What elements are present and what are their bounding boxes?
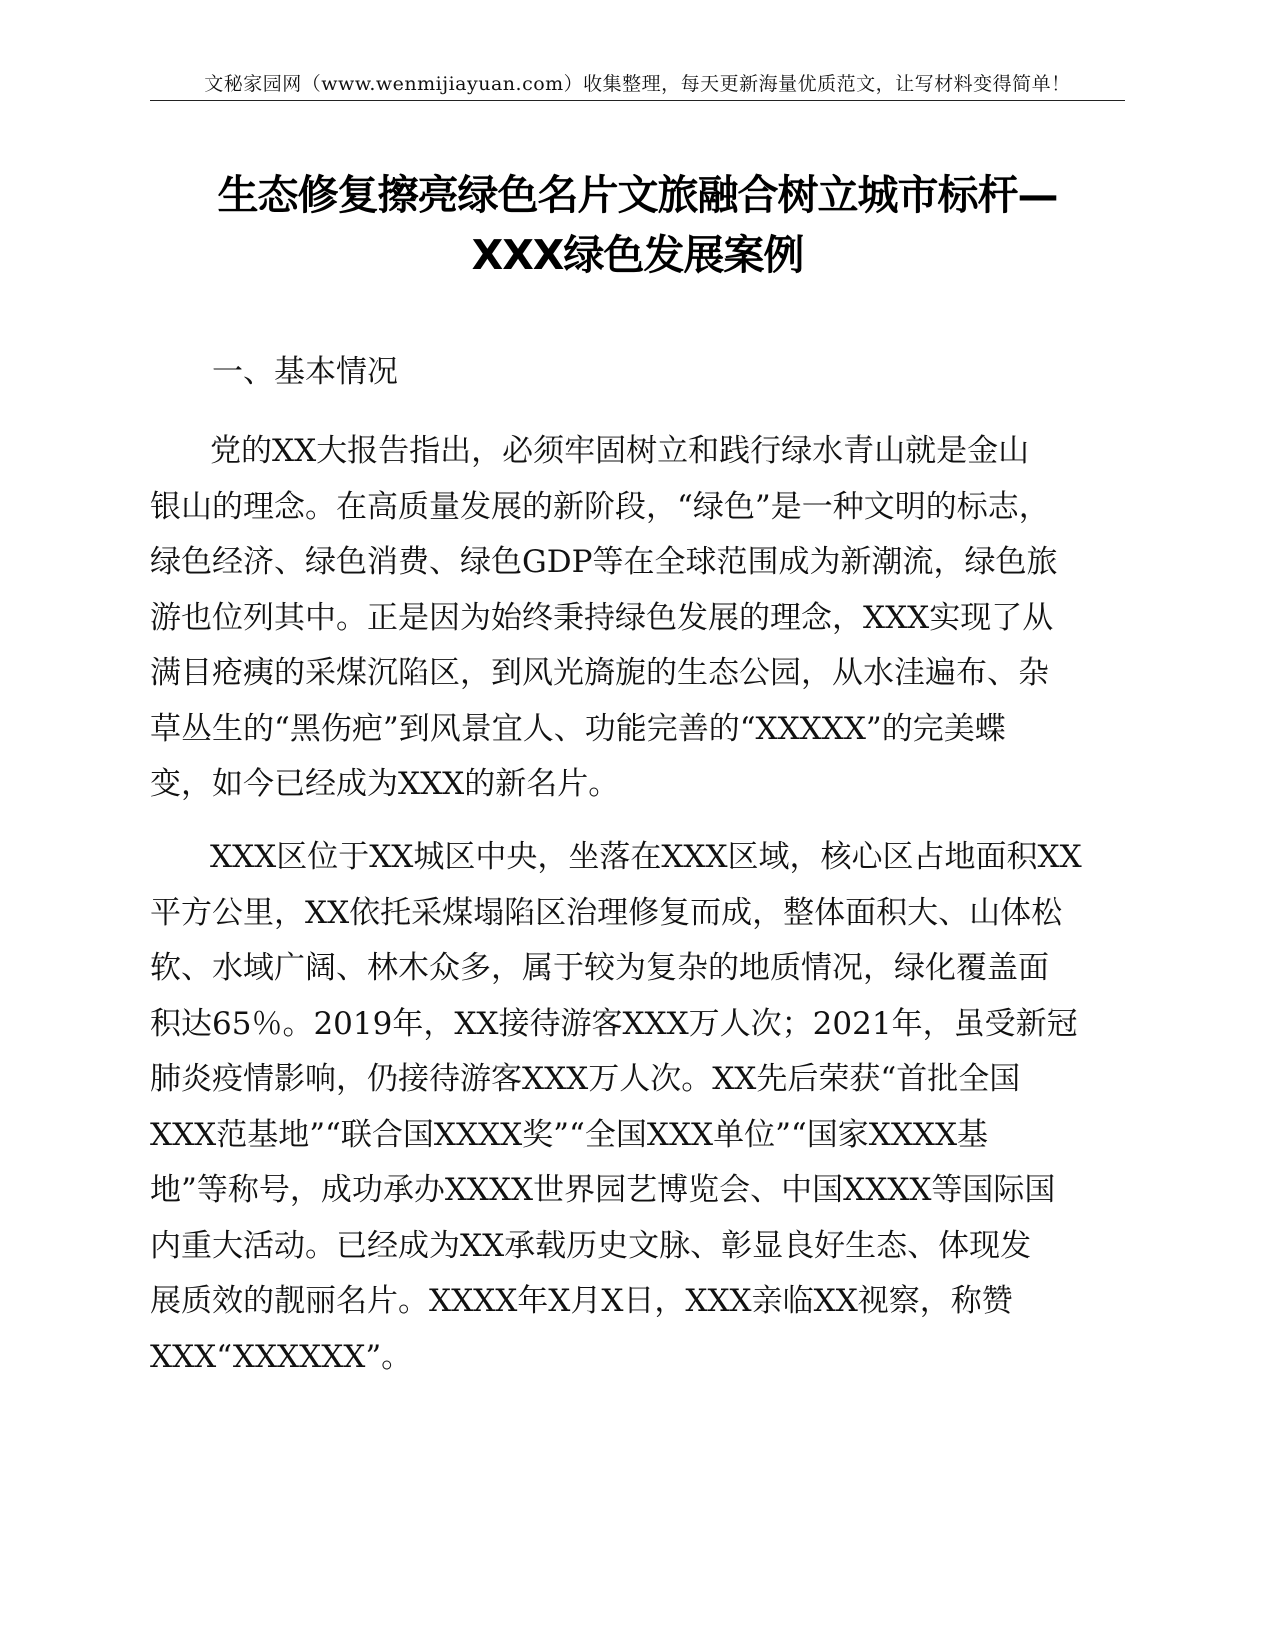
paragraph-line: 游也位列其中。正是因为始终秉持绿色发展的理念，XXX实现了从 <box>150 599 1054 636</box>
paragraph-line: XXX区位于XX城区中央，坐落在XXX区域，核心区占地面积XX <box>210 839 1082 875</box>
paragraph-line: 软、水域广阔、林木众多，属于较为复杂的地质情况，绿化覆盖面 <box>150 950 1049 986</box>
paragraph-line: 变，如今已经成为XXX的新名片。 <box>150 766 620 802</box>
paragraph-line: 内重大活动。已经成为XX承载历史文脉、彰显良好生态、体现发 <box>150 1227 1032 1264</box>
paragraph-line: XXX“XXXXXX”。 <box>150 1338 413 1375</box>
paragraph-1 <box>150 424 1135 813</box>
paragraph-line: 平方公里，XX依托采煤塌陷区治理修复而成，整体面积大、山体松 <box>150 894 1063 931</box>
section-heading-basic-situation: 一、基本情况 <box>212 354 398 390</box>
paragraph-line: 满目疮痍的采煤沉陷区，到风光旖旎的生态公园，从水洼遍布、杂 <box>150 655 1049 691</box>
paragraph-line: 党的XX大报告指出，必须牢固树立和践行绿水青山就是金山 <box>210 433 1030 469</box>
paragraph-line: 积达65％。2019年，XX接待游客XXX万人次；2021年，虽受新冠 <box>150 1005 1078 1042</box>
title-line-1: 生态修复擦亮绿色名片文旅融合树立城市标杆— <box>217 171 1058 219</box>
paragraph-line: 肺炎疫情影响，仍接待游客XXX万人次。XX先后荣获“首批全国 <box>150 1061 1021 1097</box>
paragraph-line: 银山的理念。在高质量发展的新阶段，“绿色”是一种文明的标志， <box>150 488 1050 525</box>
header-divider <box>150 100 1125 101</box>
paragraph-line: XXX范基地”“联合国XXXX奖”“全国XXX单位”“国家XXXX基 <box>150 1116 989 1153</box>
page-header: 文秘家园网（www.wenmijiayuan.com）收集整理，每天更新海量优质范文，让写材料变得简单！ <box>204 73 1071 95</box>
paragraph-2 <box>150 830 1135 1385</box>
paragraph-line: 展质效的靓丽名片。XXXX年X月X日，XXX亲临XX视察，称赞 <box>150 1283 1013 1319</box>
paragraph-line: 草丛生的“黑伤疤”到风景宜人、功能完善的“XXXXX”的完美蝶 <box>150 710 1006 747</box>
paragraph-line: 地”等称号，成功承办XXXX世界园艺博览会、中国XXXX等国际国 <box>150 1172 1056 1208</box>
paragraph-line: 绿色经济、绿色消费、绿色GDP等在全球范围成为新潮流，绿色旅 <box>150 544 1058 580</box>
title-line-2: XXX绿色发展案例 <box>471 231 804 279</box>
document-title <box>140 165 1135 285</box>
